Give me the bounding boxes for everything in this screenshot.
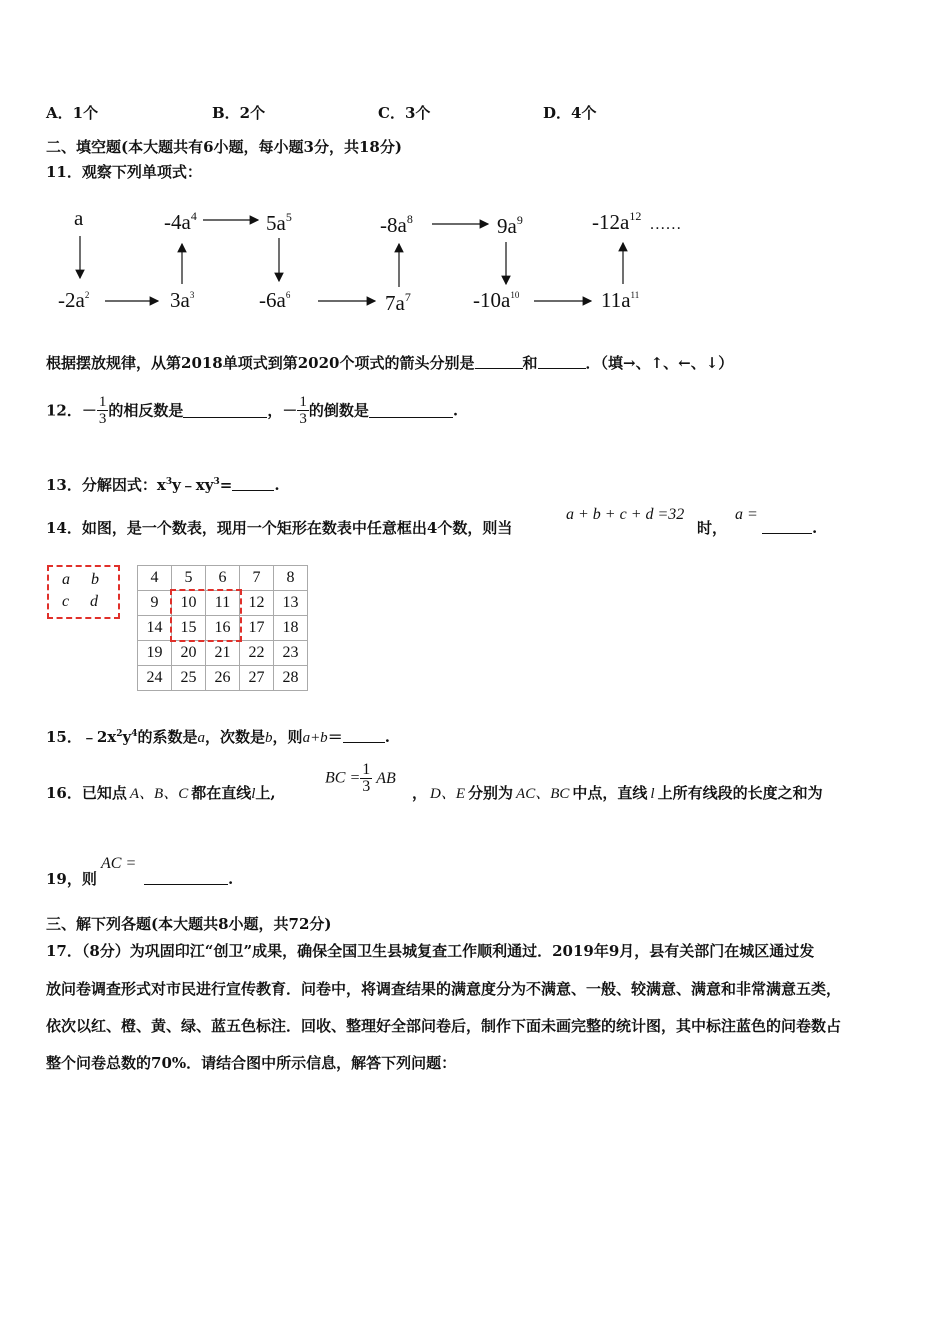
legend-a: a: [62, 571, 70, 588]
answer-blank[interactable]: [343, 728, 385, 743]
table-row: [138, 666, 308, 691]
term-12: $-12a^{12}$ ……: [592, 209, 682, 234]
table-cell: 13: [274, 591, 308, 616]
option-b: B．2个: [212, 104, 266, 122]
option-a: A．1个: [46, 104, 99, 122]
table-cell: 17: [240, 616, 274, 641]
table-cell: 25: [172, 666, 206, 691]
term-7: $7a^7$: [385, 290, 411, 315]
table-cell: 6: [206, 566, 240, 591]
q17-line-2: 放问卷调查形式对市民进行宣传教育．问卷中，将调查结果的满意度分为不满意、一般、较满意、满意和非常满意五类，: [46, 980, 842, 998]
q13: 13．分解因式：$x^3y﹣xy^3=$ .: [46, 476, 280, 494]
fraction-one-third: $\frac{1}{3}$: [299, 394, 307, 427]
table-cell: 24: [138, 666, 172, 691]
q14-when: 时，: [697, 519, 728, 537]
table-cell: 16: [206, 616, 240, 641]
answer-blank[interactable]: [183, 403, 267, 418]
term-3: $3a^3$: [170, 288, 195, 312]
table-cell: 22: [240, 641, 274, 666]
q16-continue: 19，则: [46, 870, 97, 888]
answer-blank[interactable]: [232, 476, 274, 491]
q16-answer: .: [144, 869, 233, 889]
table-cell: 28: [274, 666, 308, 691]
term-4: $-4a^4$: [164, 209, 197, 234]
fraction-one-third: $\frac{1}{3}$: [362, 761, 371, 795]
selection-rectangle: [170, 589, 242, 642]
table-cell: 18: [274, 616, 308, 641]
section2-title: 二、填空题(本大题共有6小题，每小题3分，共18分): [46, 138, 402, 156]
q16-bc-formula: BC = $\frac{1}{3}$ AB: [325, 761, 396, 795]
table-cell: 14: [138, 616, 172, 641]
answer-blank[interactable]: [144, 870, 228, 885]
table-cell: 5: [172, 566, 206, 591]
legend-d: d: [90, 593, 98, 610]
table-cell: 7: [240, 566, 274, 591]
option-d: D．4个: [543, 104, 597, 122]
q11-question: 根据摆放规律，从第2018单项式到第2020个项式的箭头分别是 和 ．（填→、↑、←、↓）: [46, 354, 734, 372]
option-c: C．3个: [378, 104, 431, 122]
q14: 14．如图，是一个数表，现用一个矩形在数表中任意框出4个数，则当: [46, 519, 513, 537]
q16: 16．已知点 A、B、C 都在直线l上,: [46, 784, 276, 802]
term-11: $11a^{11}$: [601, 288, 640, 312]
q17-line-4: 整个问卷总数的70%．请结合图中所示信息，解答下列问题：: [46, 1054, 457, 1072]
table-cell: 4: [138, 566, 172, 591]
term-6: $-6a^6$: [259, 288, 291, 312]
fraction-one-third: $\frac{1}{3}$: [98, 394, 107, 427]
term-9: $9a^9$: [497, 213, 523, 238]
q15: 15．$﹣2x^2y^4$的系数是a，次数是b，则a+b＝ .: [46, 728, 390, 746]
term-2: $-2a^2$: [58, 288, 90, 312]
table-row: [138, 641, 308, 666]
term-10: $-10a^{10}$: [473, 288, 520, 312]
table-cell: 26: [206, 666, 240, 691]
q14-equation: a + b + c + d =32: [566, 506, 685, 523]
table-cell: 8: [274, 566, 308, 591]
table-cell: 12: [240, 591, 274, 616]
answer-blank[interactable]: [475, 354, 523, 369]
table-cell: 21: [206, 641, 240, 666]
answer-blank[interactable]: [538, 354, 586, 369]
section3-title: 三、解下列各题(本大题共8小题，共72分): [46, 915, 332, 933]
q17-line-1: 17．（8分）为巩固印江“创卫”成果，确保全国卫生县城复查工作顺利通过．2019年9月，县有关部门在城区通过发: [46, 942, 815, 960]
answer-blank[interactable]: [369, 403, 453, 418]
term-1: a: [74, 206, 84, 230]
table-cell: 19: [138, 641, 172, 666]
legend-box: [47, 565, 120, 619]
table-cell: 23: [274, 641, 308, 666]
q16-ac-var: AC =: [101, 855, 137, 872]
answer-blank[interactable]: [762, 519, 812, 534]
table-cell: 10: [172, 591, 206, 616]
table-cell: 11: [206, 591, 240, 616]
legend-b: b: [91, 571, 99, 588]
q14-a-var: a =: [735, 506, 758, 523]
term-5: $5a^5$: [266, 210, 292, 235]
q12: 12．－ $\frac{1}{3}$ 的相反数是 ，－ $\frac{1}{3}$ 的倒数是 .: [46, 394, 459, 427]
table-cell: 20: [172, 641, 206, 666]
legend-c: c: [62, 593, 70, 610]
table-cell: 27: [240, 666, 274, 691]
q17-line-3: 依次以红、橙、黄、绿、蓝五色标注．回收、整理好全部问卷后，制作下面未画完整的统计图，其中标注蓝色的问卷数占: [46, 1017, 842, 1035]
table-cell: 15: [172, 616, 206, 641]
term-8: $-8a^8$: [380, 212, 413, 237]
table-cell: 9: [138, 591, 172, 616]
q11-label: 11．观察下列单项式：: [46, 163, 202, 181]
table-row: [138, 566, 308, 591]
q16-rest: ， D、E 分别为 AC、BC 中点，直线 l 上所有线段的长度之和为: [412, 784, 823, 802]
q14-answer: .: [762, 518, 817, 538]
